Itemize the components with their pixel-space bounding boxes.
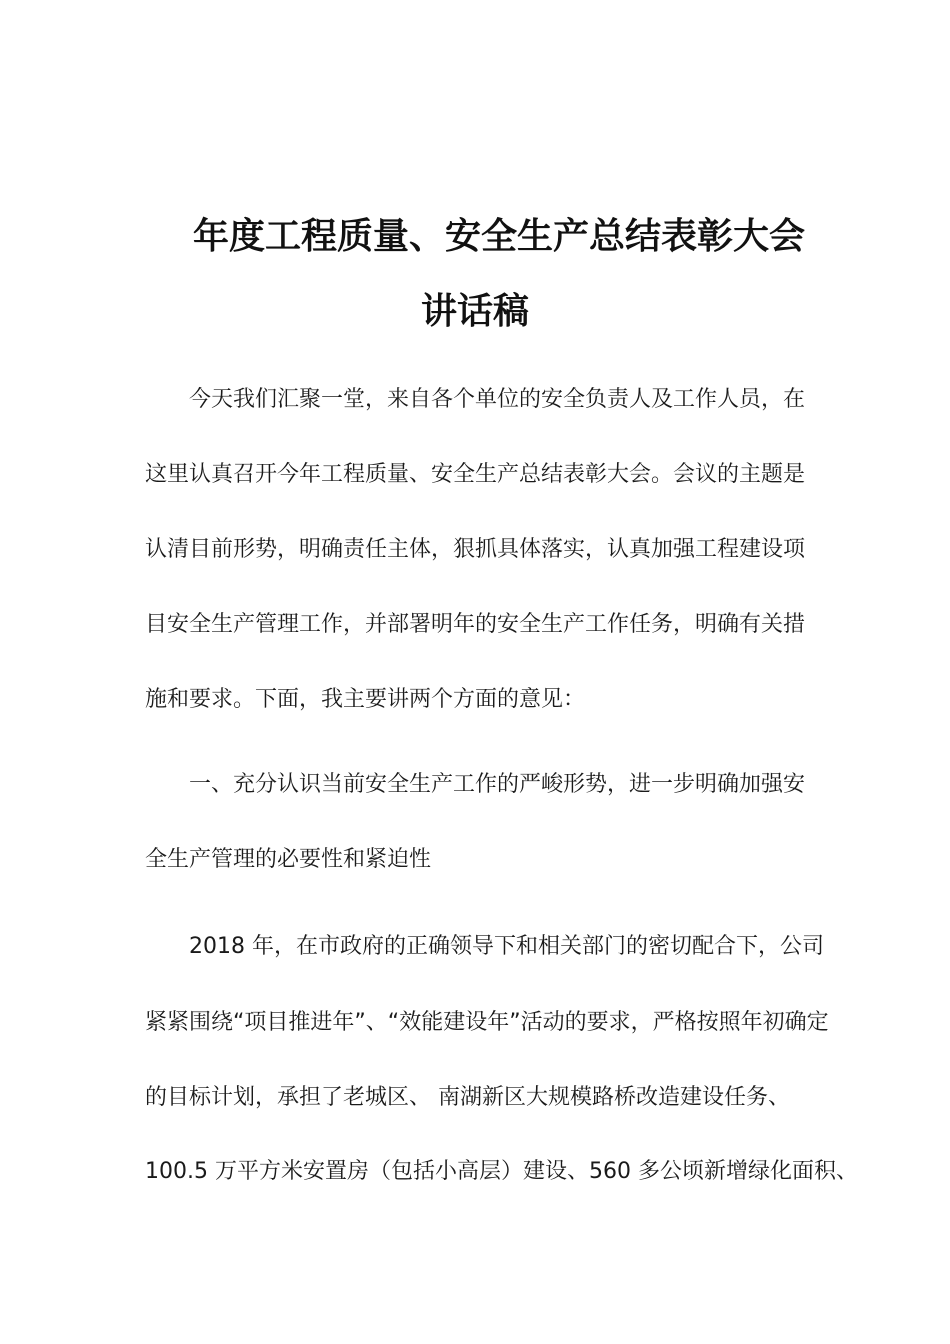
section-heading-line-2: 全生产管理的必要性和紧迫性: [145, 847, 432, 872]
paragraph-2-line-3: 的目标计划，承担了老城区、 南湖新区大规模路桥改造建设任务、: [145, 1085, 790, 1110]
paragraph-1-line-4: 目安全生产管理工作，并部署明年的安全生产工作任务，明确有关措: [145, 612, 806, 637]
section-heading-line-1: 一、充分认识当前安全生产工作的严峻形势，进一步明确加强安: [189, 772, 806, 797]
paragraph-2-line-2: 紧紧围绕“项目推进年”、“效能建设年”活动的要求，严格按照年初确定: [145, 1010, 829, 1035]
paragraph-1-line-1: 今天我们汇聚一堂，来自各个单位的安全负责人及工作人员，在: [189, 387, 806, 412]
paragraph-1-line-3: 认清目前形势，明确责任主体，狠抓具体落实，认真加强工程建设项: [145, 537, 806, 562]
paragraph-1-line-2: 这里认真召开今年工程质量、安全生产总结表彰大会。会议的主题是: [145, 462, 806, 487]
document-title-line-1: 年度工程质量、安全生产总结表彰大会: [192, 216, 805, 257]
paragraph-1-line-5: 施和要求。下面，我主要讲两个方面的意见：: [145, 687, 586, 712]
document-title-line-2: 讲话稿: [420, 291, 529, 332]
paragraph-2-line-1: 2018 年，在市政府的正确领导下和相关部门的密切配合下，公司: [189, 934, 824, 959]
paragraph-2-line-4: 100.5 万平方米安置房（包括小高层）建设、560 多公顷新增绿化面积、: [145, 1159, 858, 1184]
